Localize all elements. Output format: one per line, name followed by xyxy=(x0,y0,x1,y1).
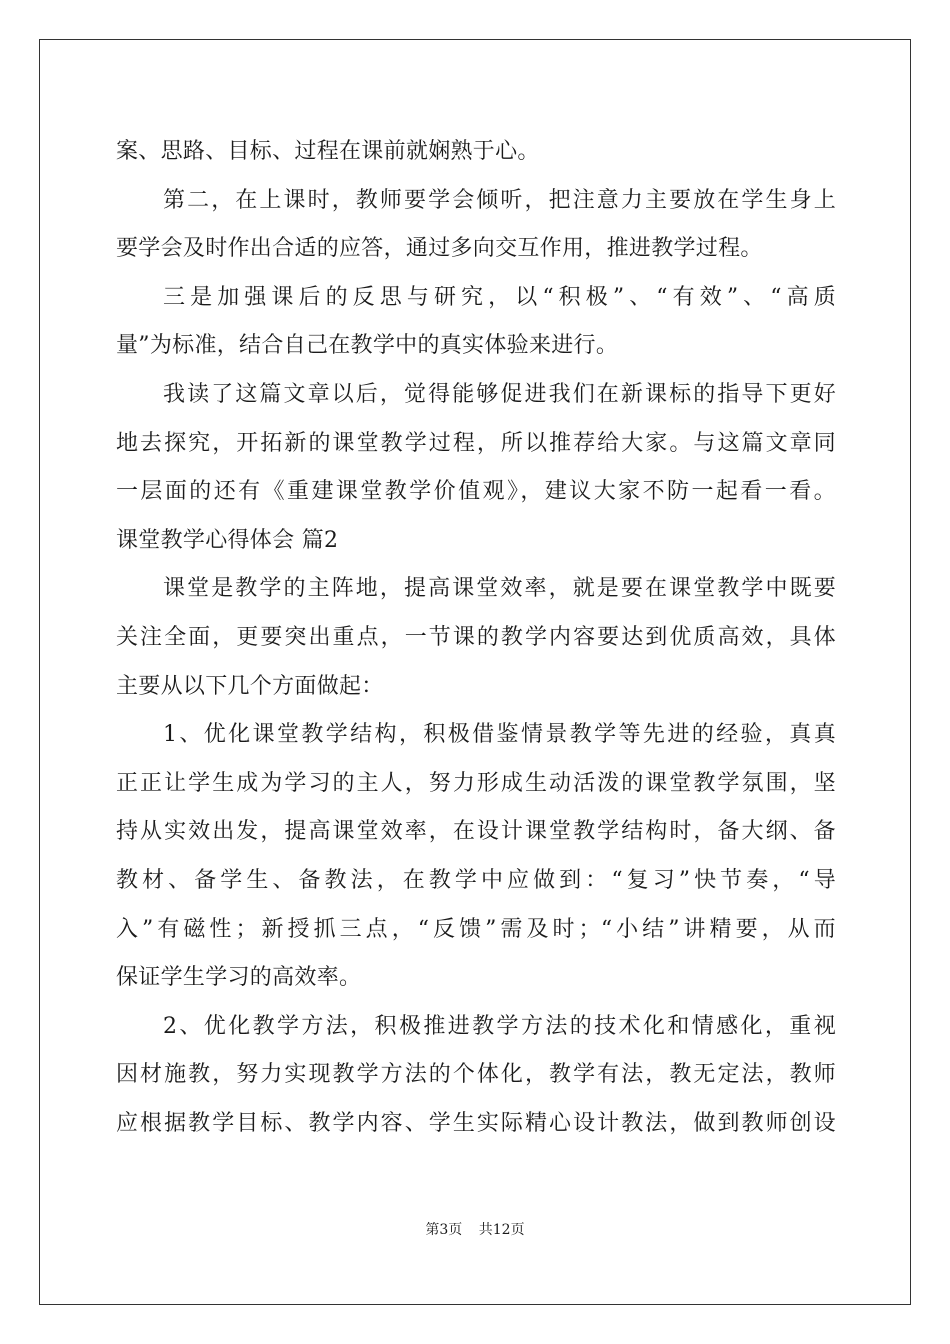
text-line: 一层面的还有《重建课堂教学价值观》，建议大家不防一起看一看。 xyxy=(116,479,836,505)
text-line: 正正让学生成为学习的主人，努力形成生动活泼的课堂教学氛围，坚 xyxy=(116,770,836,796)
text-line: 我读了这篇文章以后，觉得能够促进我们在新课标的指导下更好 xyxy=(163,381,836,407)
page-number-total: 共12页 xyxy=(478,1222,525,1238)
text-line: 保证学生学习的高效率。 xyxy=(116,965,362,991)
text-line: 要学会及时作出合适的应答，通过多向交互作用，推进教学过程。 xyxy=(116,236,763,262)
text-line: 案、思路、目标、过程在课前就娴熟于心。 xyxy=(116,139,540,164)
section-heading: 课堂教学心得体会 篇2 xyxy=(116,527,339,553)
page-number-current: 第3页 xyxy=(425,1222,463,1238)
text-line: 量”为标准，结合自己在教学中的真实体验来进行。 xyxy=(116,333,619,359)
text-line: 入”有磁性；新授抓三点，“反馈”需及时；“小结”讲精要，从而 xyxy=(116,916,836,942)
text-line: 课堂是教学的主阵地，提高课堂效率，就是要在课堂教学中既要 xyxy=(163,576,836,602)
text-line: 2、优化教学方法，积极推进教学方法的技术化和情感化，重视 xyxy=(163,1013,836,1039)
text-line: 第二，在上课时，教师要学会倾听，把注意力主要放在学生身上 xyxy=(163,187,836,213)
text-line: 地去探究，开拓新的课堂教学过程，所以推荐给大家。与这篇文章同 xyxy=(116,430,836,456)
text-line: 因材施教，努力实现教学方法的个体化，教学有法，教无定法，教师 xyxy=(116,1062,836,1088)
text-line: 1、优化课堂教学结构，积极借鉴情景教学等先进的经验，真真 xyxy=(163,722,836,748)
text-line: 关注全面，更要突出重点，一节课的教学内容要达到优质高效，具体 xyxy=(116,624,836,650)
text-line: 应根据教学目标、教学内容、学生实际精心设计教法，做到教师创设 xyxy=(116,1110,836,1136)
text-line: 三是加强课后的反思与研究，以“积极”、“有效”、“高质 xyxy=(163,284,836,310)
page-footer xyxy=(0,1219,950,1239)
text-line: 持从实效出发，提高课堂效率，在设计课堂教学结构时，备大纲、备 xyxy=(116,819,836,845)
text-line: 主要从以下几个方面做起： xyxy=(116,673,384,699)
text-line: 教材、备学生、备教法，在教学中应做到：“复习”快节奏，“导 xyxy=(116,867,836,893)
document-body xyxy=(116,128,836,1148)
